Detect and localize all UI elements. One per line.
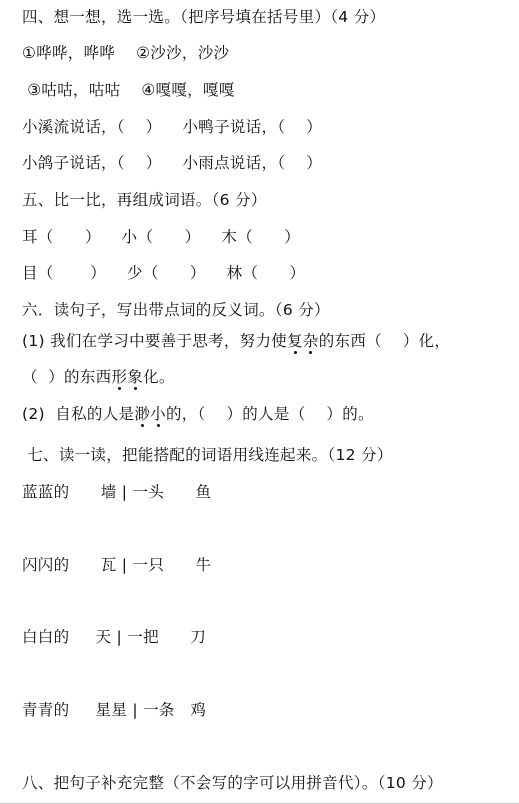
dotted-char: 形	[111, 368, 128, 386]
dotted-char: 小	[150, 405, 166, 423]
dotted-char: 杂	[302, 332, 319, 350]
match-row: 闪闪的 瓦 | 一只 牛	[22, 556, 212, 574]
dotted-char: 复	[287, 332, 303, 350]
match-row: 白白的 天 | 一把 刀	[22, 628, 207, 646]
question-row-1: 小溪流说话，（ ） 小鸭子说话，（ ）	[22, 118, 323, 136]
question-row-2: 小鸽子说话，（ ） 小雨点说话，（ ）	[22, 154, 323, 172]
match-row: 蓝蓝的 墙 | 一头 鱼	[22, 483, 212, 501]
section-5-title: 五、比一比，再组成词语。（6 分）	[22, 191, 267, 209]
sentence-1-continued: （ ）的东西形象化。	[22, 368, 175, 386]
sentence-1: (1) 我们在学习中要善于思考，努力使复杂的东西（ ）化，	[22, 332, 451, 350]
dotted-char: 象	[127, 368, 144, 386]
sentence-2: (2) 自私的人是渺小的，（ ）的人是（ ）的。	[22, 405, 374, 423]
section-6-title: 六．读句子，写出带点词的反义词。（6 分）	[22, 301, 330, 319]
section-4-title: 四、想一想，选一选。（把序号填在括号里）（4 分）	[22, 8, 386, 26]
section-7-title: 七、读一读，把能搭配的词语用线连起来。（12 分）	[22, 446, 393, 464]
options-row-1: ①哗哗，哗哗 ②沙沙，沙沙	[22, 44, 230, 62]
word-row-2: 目（ ） 少（ ） 林（ ）	[22, 264, 306, 282]
dotted-char: 渺	[134, 405, 151, 423]
match-row: 青青的 星星 | 一条 鸡	[22, 701, 207, 719]
options-row-2: ③咕咕，咕咕 ④嘎嘎，嘎嘎	[22, 81, 235, 99]
section-8-title: 八、把句子补充完整（不会写的字可以用拼音代）。（10 分）	[22, 774, 443, 792]
word-row-1: 耳（ ） 小（ ） 木（ ）	[22, 228, 301, 246]
